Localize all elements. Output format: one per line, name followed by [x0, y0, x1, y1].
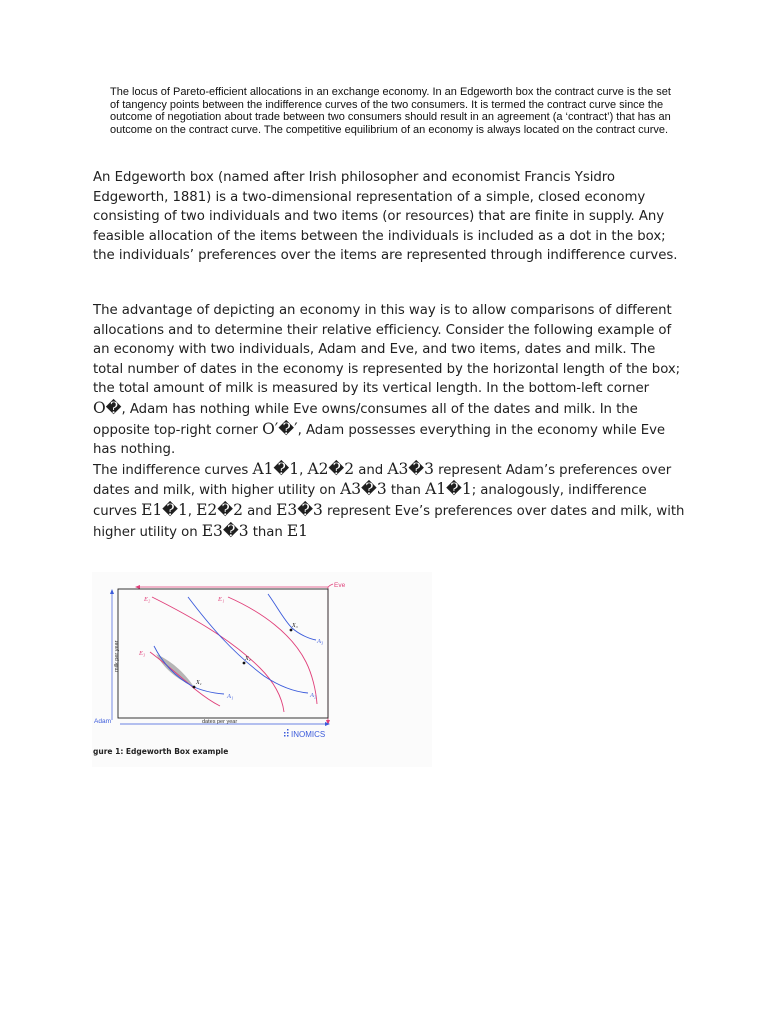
- math-origin-o: O�: [93, 398, 122, 417]
- label-x3: X₃: [292, 623, 298, 629]
- text-span: ,: [187, 503, 197, 519]
- label-e1: E₁: [218, 596, 225, 603]
- text-span: The advantage of depicting an economy in this way is to allow comparisons of different allocations and to determine their relative efficiency. Consider the following example of an economy with two individuals, Adam and Eve, and two items, dates and milk. The total number of dates in the economy is represented by the horizontal length of the box; the total amount of milk is measured by its vertical length. In the bottom-left corner: [93, 303, 681, 397]
- text-span: and: [242, 503, 277, 519]
- eve-curve-e1: [228, 597, 317, 704]
- edgeworth-box-diagram: [92, 572, 432, 767]
- math-a3: A3�3: [387, 459, 434, 478]
- allocation-point-x3: [290, 629, 293, 632]
- math-e2: E2�2: [196, 500, 243, 519]
- adam-curve-a3: [268, 594, 316, 640]
- text-span: represent Eve’s preferences over dates and milk, with higher utility on: [93, 503, 685, 540]
- allocation-point-x2: [243, 662, 246, 665]
- math-a1: A1�1: [252, 459, 300, 478]
- adam-curve-a1: [154, 646, 224, 694]
- math-e1: E1�1: [141, 500, 188, 519]
- logo-dot: [287, 732, 289, 734]
- inomics-logo: [284, 729, 325, 739]
- eve-curve-e2: [152, 597, 284, 712]
- math-a2: A2�2: [307, 459, 355, 478]
- math-e1-repeat: E1: [286, 521, 308, 540]
- text-span: ; analogously, indifference curves: [93, 483, 647, 519]
- figure-caption-paragraph: The locus of Pareto-efficient allocations in an exchange economy. In an Edgeworth box the contract curve is the set of tangency points between the indifference curves of the two consumers. It is termed the contract curve since the outcome of negotiation about trade between two consumers should result in an agreement (a ‘contract’) that has an outcome on the contract curve. The competitive equilibrium of an economy is always located on the contract curve.: [110, 86, 671, 136]
- figure-1-caption: gure 1: Edgeworth Box example: [93, 747, 229, 756]
- text-span: represent Adam’s preferences over dates and milk, with higher utility on: [93, 462, 672, 499]
- label-a1: A₁: [227, 693, 234, 700]
- x-axis-label: dates per year: [202, 719, 238, 725]
- math-e3-repeat: E3�3: [201, 521, 249, 540]
- eve-origin-label: Eve: [334, 582, 346, 589]
- adam-curve-a2: [188, 597, 308, 693]
- text-span: and: [354, 462, 388, 478]
- text-span: than: [386, 483, 426, 499]
- paragraph-edgeworth-intro: An Edgeworth box (named after Irish philosopher and economist Francis Ysidro Edgeworth, 1881) is a two-dimensional representation of a simple, closed economy consisting of two individuals and two items (or resources) that are finite in supply. Any feasible allocation of the items between the individuals is included as a dot in the box; the individuals’ preferences over the items are represented through indifference curves.: [93, 170, 678, 264]
- label-e3: E₃: [139, 650, 146, 657]
- math-a3-repeat: A3�3: [340, 480, 387, 499]
- y-axis-label: milk per year: [114, 640, 120, 672]
- text-span: The indifference curves: [93, 462, 253, 478]
- edgeworth-box-frame: [118, 589, 328, 718]
- math-a1-repeat: A1�1: [425, 480, 472, 499]
- text-span: ,: [299, 462, 308, 478]
- logo-dot: [287, 729, 289, 731]
- label-a3: A₃: [317, 638, 324, 645]
- logo-text: INOMICS: [291, 730, 326, 739]
- logo-dot: [284, 732, 286, 734]
- math-e3: E3�3: [276, 500, 323, 519]
- logo-dot: [284, 735, 286, 737]
- paragraph-edgeworth-example: [93, 301, 685, 542]
- label-x1: X₁: [196, 680, 202, 686]
- allocation-point-x1: [193, 686, 196, 689]
- math-origin-o-prime: O′�′: [262, 419, 298, 438]
- text-span: , Adam has nothing while Eve owns/consumes all of the dates and milk. In the opposite top-right corner: [93, 401, 638, 438]
- edgeworth-box-figure: [92, 572, 432, 767]
- adam-origin-label: Adam: [94, 718, 111, 725]
- label-e2: E₂: [144, 596, 151, 603]
- logo-dot: [287, 735, 289, 737]
- label-a2: A₂: [310, 692, 317, 699]
- adam-axis-arrowhead: [110, 589, 114, 594]
- text-span: , Adam possesses everything in the economy while Eve has nothing.: [93, 422, 666, 458]
- eve-origin-marker: [328, 584, 333, 587]
- label-x2: X₂: [245, 656, 251, 662]
- text-span: than: [248, 524, 287, 540]
- eve-axis-arrowhead: [135, 585, 140, 589]
